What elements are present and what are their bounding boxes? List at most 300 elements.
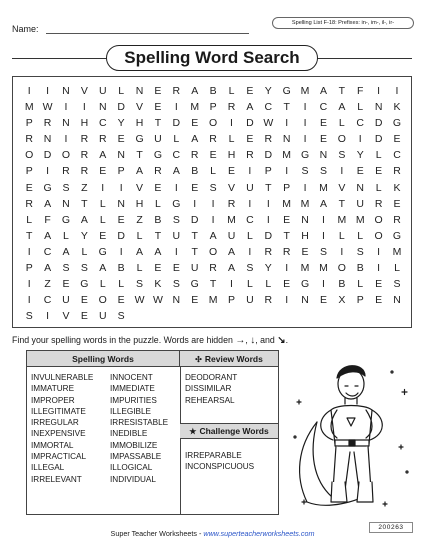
grid-letter[interactable]: S [62, 262, 70, 275]
grid-letter[interactable]: T [191, 245, 198, 258]
grid-letter[interactable]: I [64, 133, 68, 146]
grid-letter[interactable]: L [26, 213, 33, 226]
grid-letter[interactable]: A [99, 149, 107, 162]
grid-letter[interactable]: L [228, 133, 235, 146]
grid-letter[interactable]: I [303, 101, 307, 114]
grid-letter[interactable]: S [319, 245, 327, 258]
grid-letter[interactable]: Z [136, 213, 143, 226]
grid-letter[interactable]: M [355, 213, 365, 226]
grid-letter[interactable]: O [61, 149, 71, 162]
grid-letter[interactable]: I [230, 278, 233, 291]
grid-letter[interactable]: R [43, 117, 52, 130]
grid-letter[interactable]: E [80, 310, 88, 323]
grid-letter[interactable]: N [62, 117, 70, 130]
grid-letter[interactable]: B [154, 213, 162, 226]
grid-letter[interactable]: I [303, 133, 307, 146]
grid-letter[interactable]: P [356, 294, 364, 307]
grid-letter[interactable]: I [358, 133, 362, 146]
grid-letter[interactable]: S [62, 181, 70, 194]
grid-letter[interactable]: I [64, 101, 68, 114]
grid-letter[interactable]: P [117, 165, 125, 178]
grid-letter[interactable]: L [118, 85, 125, 97]
grid-letter[interactable]: L [357, 229, 364, 242]
grid-letter[interactable]: U [246, 294, 254, 307]
grid-letter[interactable]: F [44, 213, 51, 226]
grid-letter[interactable]: L [136, 229, 143, 242]
grid-letter[interactable]: M [300, 262, 310, 275]
grid-letter[interactable]: U [98, 310, 107, 323]
grid-letter[interactable]: E [246, 133, 254, 146]
grid-letter[interactable]: W [134, 294, 145, 307]
grid-letter[interactable]: P [264, 165, 272, 178]
grid-letter[interactable]: I [46, 85, 50, 97]
grid-letter[interactable]: Y [117, 117, 125, 130]
grid-letter[interactable]: R [190, 149, 199, 162]
grid-letter[interactable]: L [228, 85, 235, 97]
grid-letter[interactable]: T [136, 149, 143, 162]
grid-letter[interactable]: E [393, 133, 401, 146]
grid-letter[interactable]: I [46, 165, 50, 178]
grid-letter[interactable]: I [27, 278, 31, 291]
grid-letter[interactable]: A [44, 197, 52, 210]
grid-letter[interactable]: M [319, 262, 328, 275]
grid-letter[interactable]: I [285, 165, 289, 178]
grid-letter[interactable]: A [154, 245, 162, 258]
grid-letter[interactable]: E [172, 262, 180, 275]
grid-letter[interactable]: E [319, 133, 327, 146]
grid-letter[interactable]: W [42, 101, 53, 114]
grid-letter[interactable]: H [227, 149, 236, 162]
grid-letter[interactable]: O [337, 262, 346, 275]
grid-letter[interactable]: L [99, 278, 106, 291]
grid-letter[interactable]: U [190, 262, 199, 275]
grid-letter[interactable]: R [62, 165, 70, 178]
grid-letter[interactable]: P [209, 101, 217, 114]
grid-letter[interactable]: O [98, 294, 107, 307]
grid-letter[interactable]: H [135, 117, 144, 130]
grid-letter[interactable]: G [80, 278, 89, 291]
grid-letter[interactable]: M [24, 101, 34, 114]
grid-letter[interactable]: H [80, 117, 89, 130]
grid-letter[interactable]: T [265, 181, 272, 194]
grid-letter[interactable]: V [338, 181, 346, 194]
grid-letter[interactable]: M [190, 101, 200, 114]
grid-letter[interactable]: I [395, 85, 399, 97]
grid-letter[interactable]: M [300, 197, 310, 210]
grid-letter[interactable]: O [337, 133, 346, 146]
grid-letter[interactable]: I [377, 262, 381, 275]
grid-letter[interactable]: L [99, 197, 106, 210]
grid-letter[interactable]: L [394, 262, 400, 275]
grid-letter[interactable]: L [265, 278, 272, 291]
grid-letter[interactable]: M [392, 245, 402, 258]
grid-letter[interactable]: Y [356, 149, 364, 162]
grid-letter[interactable]: N [43, 133, 52, 146]
grid-letter[interactable]: E [154, 101, 162, 114]
grid-letter[interactable]: L [173, 133, 180, 146]
grid-letter[interactable]: G [190, 278, 199, 291]
grid-letter[interactable]: I [27, 85, 31, 97]
grid-letter[interactable]: I [119, 181, 123, 194]
grid-letter[interactable]: E [319, 117, 327, 130]
grid-letter[interactable]: I [174, 245, 178, 258]
grid-letter[interactable]: D [374, 117, 383, 130]
grid-letter[interactable]: D [172, 117, 181, 130]
grid-letter[interactable]: T [25, 229, 33, 242]
grid-letter[interactable]: S [117, 310, 125, 323]
grid-letter[interactable]: I [27, 245, 31, 258]
grid-letter[interactable]: V [62, 310, 70, 323]
grid-letter[interactable]: I [266, 213, 270, 226]
grid-letter[interactable]: L [246, 278, 253, 291]
grid-letter[interactable]: I [119, 245, 123, 258]
grid-letter[interactable]: L [136, 262, 143, 275]
grid-letter[interactable]: L [375, 181, 382, 194]
grid-letter[interactable]: X [338, 294, 346, 307]
grid-letter[interactable]: A [209, 229, 217, 242]
grid-letter[interactable]: A [136, 245, 144, 258]
grid-letter[interactable]: R [25, 197, 33, 210]
grid-letter[interactable]: S [393, 278, 401, 291]
grid-letter[interactable]: D [246, 117, 254, 130]
grid-letter[interactable]: Y [264, 262, 272, 275]
grid-letter[interactable]: I [174, 181, 178, 194]
grid-letter[interactable]: R [209, 262, 217, 275]
grid-letter[interactable]: E [80, 294, 88, 307]
grid-letter[interactable]: I [248, 245, 252, 258]
grid-letter[interactable]: R [80, 149, 89, 162]
grid-letter[interactable]: E [99, 229, 107, 242]
grid-letter[interactable]: E [301, 245, 309, 258]
grid-letter[interactable]: R [80, 133, 89, 146]
grid-letter[interactable]: I [230, 117, 233, 130]
grid-letter[interactable]: N [374, 101, 383, 114]
grid-letter[interactable]: N [135, 85, 144, 97]
grid-letter[interactable]: R [264, 133, 273, 146]
grid-letter[interactable]: B [338, 278, 346, 291]
grid-letter[interactable]: I [285, 117, 289, 130]
grid-letter[interactable]: L [357, 101, 364, 114]
grid-letter[interactable]: I [211, 197, 215, 210]
grid-letter[interactable]: E [117, 294, 125, 307]
grid-letter[interactable]: I [377, 85, 381, 97]
grid-letter[interactable]: R [264, 294, 273, 307]
grid-letter[interactable]: A [227, 262, 235, 275]
grid-letter[interactable]: O [374, 229, 383, 242]
grid-letter[interactable]: E [283, 278, 291, 291]
grid-letter[interactable]: R [172, 85, 181, 97]
grid-letter[interactable]: U [246, 181, 254, 194]
grid-letter[interactable]: B [209, 85, 217, 97]
grid-letter[interactable]: N [62, 197, 70, 210]
grid-letter[interactable]: M [208, 294, 218, 307]
grid-letter[interactable]: U [62, 294, 70, 307]
grid-letter[interactable]: R [227, 197, 236, 210]
grid-letter[interactable]: O [209, 245, 218, 258]
grid-letter[interactable]: A [338, 101, 346, 114]
grid-letter[interactable]: N [319, 149, 328, 162]
grid-letter[interactable]: M [282, 197, 292, 210]
grid-letter[interactable]: A [99, 262, 107, 275]
grid-letter[interactable]: I [101, 181, 105, 194]
grid-letter[interactable]: N [117, 149, 125, 162]
grid-letter[interactable]: M [300, 85, 310, 97]
grid-letter[interactable]: T [191, 229, 198, 242]
grid-letter[interactable]: N [356, 181, 365, 194]
grid-letter[interactable]: N [117, 197, 125, 210]
grid-letter[interactable]: B [356, 262, 364, 275]
grid-letter[interactable]: T [154, 117, 162, 130]
grid-letter[interactable]: N [282, 133, 291, 146]
grid-letter[interactable]: Z [44, 278, 51, 291]
grid-letter[interactable]: N [301, 294, 309, 307]
grid-letter[interactable]: L [155, 197, 161, 210]
grid-letter[interactable]: R [393, 165, 401, 178]
grid-letter[interactable]: C [319, 101, 328, 114]
grid-letter[interactable]: A [227, 245, 235, 258]
grid-letter[interactable]: D [43, 149, 52, 162]
grid-letter[interactable]: G [300, 278, 310, 291]
grid-letter[interactable]: I [340, 165, 344, 178]
grid-letter[interactable]: A [319, 197, 327, 210]
grid-letter[interactable]: I [82, 101, 86, 114]
grid-letter[interactable]: I [266, 197, 270, 210]
grid-letter[interactable]: G [61, 213, 71, 226]
grid-letter[interactable]: P [25, 165, 33, 178]
grid-letter[interactable]: T [283, 229, 290, 242]
grid-letter[interactable]: R [393, 213, 401, 226]
grid-letter[interactable]: P [25, 117, 33, 130]
grid-letter[interactable]: L [246, 229, 253, 242]
grid-letter[interactable]: T [283, 101, 290, 114]
grid-letter[interactable]: E [191, 181, 199, 194]
grid-letter[interactable]: S [172, 278, 180, 291]
grid-letter[interactable]: L [338, 117, 345, 130]
grid-letter[interactable]: G [172, 197, 181, 210]
grid-letter[interactable]: S [209, 181, 217, 194]
grid-letter[interactable]: M [337, 213, 347, 226]
grid-letter[interactable]: E [319, 294, 327, 307]
grid-letter[interactable]: R [246, 149, 254, 162]
grid-letter[interactable]: C [264, 101, 273, 114]
grid-letter[interactable]: E [191, 117, 199, 130]
grid-letter[interactable]: E [117, 133, 125, 146]
grid-letter[interactable]: S [319, 165, 327, 178]
grid-letter[interactable]: N [301, 213, 309, 226]
grid-letter[interactable]: R [209, 133, 217, 146]
grid-letter[interactable]: V [80, 85, 88, 97]
grid-letter[interactable]: A [172, 165, 180, 178]
grid-letter[interactable]: C [356, 117, 365, 130]
grid-letter[interactable]: N [98, 101, 107, 114]
grid-letter[interactable]: N [62, 85, 70, 97]
grid-letter[interactable]: G [282, 85, 291, 97]
grid-letter[interactable]: R [282, 245, 291, 258]
grid-letter[interactable]: E [99, 165, 107, 178]
grid-letter[interactable]: R [374, 197, 383, 210]
grid-letter[interactable]: A [44, 262, 52, 275]
grid-letter[interactable]: C [43, 294, 52, 307]
grid-letter[interactable]: L [338, 229, 345, 242]
grid-letter[interactable]: O [374, 213, 383, 226]
grid-letter[interactable]: L [357, 278, 364, 291]
grid-letter[interactable]: C [393, 149, 401, 162]
grid-letter[interactable]: C [172, 149, 181, 162]
grid-letter[interactable]: H [301, 229, 309, 242]
grid-letter[interactable]: K [393, 181, 401, 194]
grid-letter[interactable]: G [43, 181, 52, 194]
grid-letter[interactable]: U [154, 133, 162, 146]
grid-letter[interactable]: A [80, 213, 88, 226]
grid-letter[interactable]: Z [81, 181, 88, 194]
grid-letter[interactable]: V [227, 181, 235, 194]
grid-letter[interactable]: B [191, 165, 199, 178]
grid-letter[interactable]: A [246, 101, 254, 114]
grid-letter[interactable]: R [98, 133, 107, 146]
grid-letter[interactable]: I [303, 181, 307, 194]
grid-letter[interactable]: A [62, 245, 70, 258]
grid-letter[interactable]: E [154, 181, 162, 194]
grid-letter[interactable]: H [135, 197, 144, 210]
grid-letter[interactable]: L [63, 229, 69, 242]
grid-letter[interactable]: P [227, 294, 235, 307]
grid-letter[interactable]: D [190, 213, 199, 226]
grid-letter[interactable]: R [264, 245, 273, 258]
grid-letter[interactable]: G [392, 117, 402, 130]
grid-letter[interactable]: N [393, 294, 401, 307]
grid-letter[interactable]: R [80, 165, 89, 178]
grid-letter[interactable]: D [117, 229, 125, 242]
grid-letter[interactable]: L [81, 245, 88, 258]
grid-letter[interactable]: S [246, 262, 254, 275]
grid-letter[interactable]: E [191, 294, 199, 307]
grid-letter[interactable]: D [264, 149, 273, 162]
grid-letter[interactable]: L [118, 278, 125, 291]
grid-letter[interactable]: A [319, 85, 327, 97]
grid-letter[interactable]: I [174, 101, 178, 114]
grid-letter[interactable]: A [136, 165, 144, 178]
grid-letter[interactable]: G [98, 245, 107, 258]
grid-letter[interactable]: W [263, 117, 274, 130]
grid-letter[interactable]: S [80, 262, 88, 275]
grid-letter[interactable]: U [356, 197, 365, 210]
grid-letter[interactable]: D [374, 133, 383, 146]
grid-letter[interactable]: I [321, 213, 325, 226]
grid-letter[interactable]: I [248, 165, 252, 178]
grid-letter[interactable]: S [25, 310, 33, 323]
grid-letter[interactable]: S [356, 245, 364, 258]
grid-letter[interactable]: E [375, 165, 383, 178]
grid-letter[interactable]: E [117, 213, 125, 226]
grid-letter[interactable]: F [357, 85, 364, 97]
footer-url-link[interactable]: www.superteacherworksheets.com [203, 529, 315, 538]
grid-letter[interactable]: E [283, 213, 291, 226]
grid-letter[interactable]: N [172, 294, 181, 307]
grid-letter[interactable]: T [81, 197, 88, 210]
grid-letter[interactable]: S [172, 213, 180, 226]
grid-letter[interactable]: O [209, 117, 218, 130]
grid-letter[interactable]: K [393, 101, 401, 114]
grid-letter[interactable]: I [193, 197, 197, 210]
grid-letter[interactable]: E [393, 197, 401, 210]
grid-letter[interactable]: U [172, 229, 181, 242]
grid-letter[interactable]: U [98, 85, 107, 97]
grid-letter[interactable]: Y [264, 85, 272, 97]
grid-letter[interactable]: I [321, 278, 325, 291]
grid-letter[interactable]: D [117, 101, 125, 114]
grid-letter[interactable]: T [209, 278, 217, 291]
grid-letter[interactable]: T [338, 197, 346, 210]
grid-letter[interactable]: A [44, 229, 52, 242]
grid-letter[interactable]: I [248, 197, 252, 210]
grid-letter[interactable]: L [375, 149, 382, 162]
grid-letter[interactable]: C [43, 245, 52, 258]
grid-letter[interactable]: V [136, 181, 144, 194]
grid-letter[interactable]: L [99, 213, 106, 226]
grid-letter[interactable]: E [356, 165, 364, 178]
grid-letter[interactable]: D [264, 229, 273, 242]
grid-letter[interactable]: T [338, 85, 346, 97]
grid-letter[interactable]: T [154, 229, 162, 242]
grid-letter[interactable]: G [300, 149, 310, 162]
grid-letter[interactable]: L [210, 165, 217, 178]
grid-letter[interactable]: E [375, 278, 383, 291]
grid-letter[interactable]: S [301, 165, 309, 178]
grid-letter[interactable]: I [46, 310, 50, 323]
grid-letter[interactable]: I [303, 117, 307, 130]
grid-letter[interactable]: P [25, 262, 33, 275]
grid-letter[interactable]: E [154, 85, 162, 97]
grid-letter[interactable]: M [282, 149, 292, 162]
grid-letter[interactable]: I [211, 213, 215, 226]
grid-letter[interactable]: G [135, 133, 144, 146]
grid-letter[interactable]: W [152, 294, 163, 307]
grid-letter[interactable]: E [227, 165, 235, 178]
grid-letter[interactable]: E [62, 278, 70, 291]
grid-letter[interactable]: K [154, 278, 162, 291]
grid-letter[interactable]: C [98, 117, 107, 130]
grid-letter[interactable]: E [25, 181, 33, 194]
grid-letter[interactable]: E [154, 262, 162, 275]
grid-letter[interactable]: I [340, 245, 344, 258]
grid-letter[interactable]: O [25, 149, 34, 162]
grid-letter[interactable]: M [227, 213, 236, 226]
grid-letter[interactable]: E [209, 149, 217, 162]
grid-letter[interactable]: G [392, 229, 402, 242]
grid-letter[interactable]: P [283, 181, 291, 194]
grid-letter[interactable]: S [136, 278, 144, 291]
grid-letter[interactable]: V [136, 101, 144, 114]
grid-letter[interactable]: S [338, 149, 346, 162]
grid-letter[interactable]: Y [80, 229, 88, 242]
grid-letter[interactable]: I [285, 294, 289, 307]
grid-letter[interactable]: I [285, 262, 289, 275]
grid-letter[interactable]: A [191, 85, 199, 97]
grid-letter[interactable]: E [246, 85, 254, 97]
grid-letter[interactable]: M [319, 181, 328, 194]
grid-letter[interactable]: I [321, 229, 325, 242]
grid-letter[interactable]: R [227, 101, 236, 114]
grid-letter[interactable]: I [27, 294, 31, 307]
grid-letter[interactable]: A [191, 133, 199, 146]
grid-letter[interactable]: U [227, 229, 236, 242]
grid-letter[interactable]: I [377, 245, 381, 258]
grid-letter[interactable]: R [154, 165, 162, 178]
grid-letter[interactable]: B [117, 262, 125, 275]
grid-letter[interactable]: E [375, 294, 383, 307]
grid-letter[interactable]: R [25, 133, 33, 146]
grid-letter[interactable]: C [246, 213, 254, 226]
